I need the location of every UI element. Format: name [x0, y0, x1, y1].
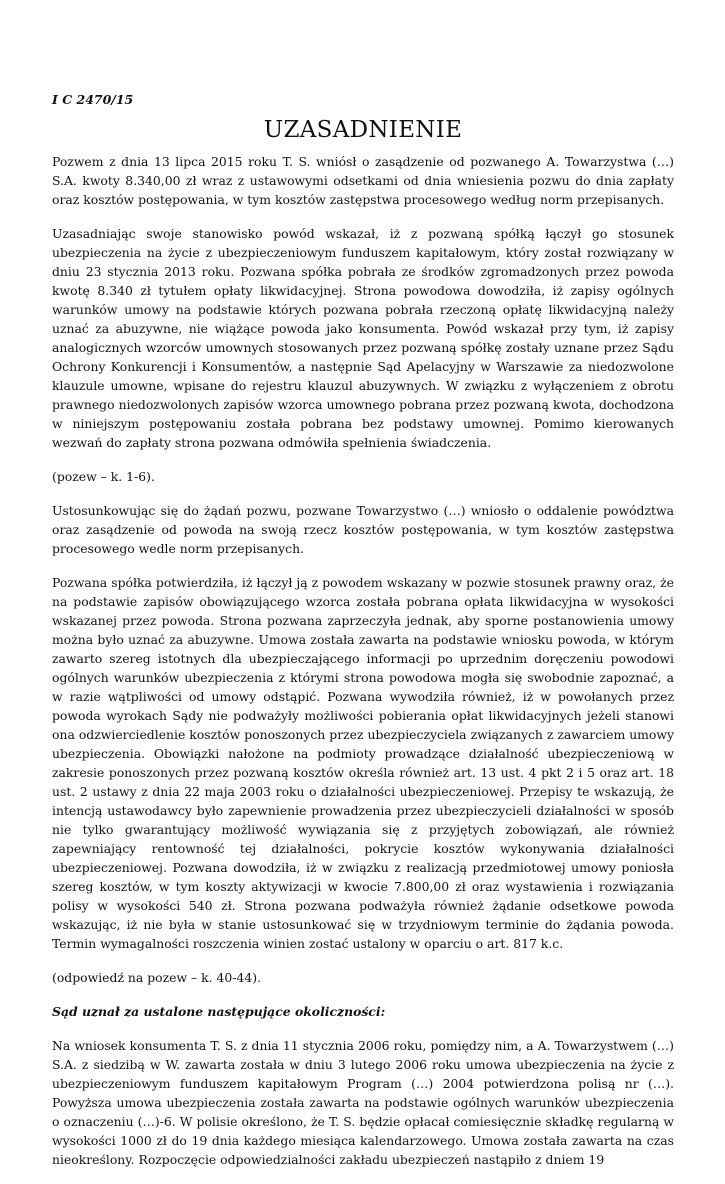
paragraph-findings: Na wniosek konsumenta T. S. z dnia 11 stycznia 2006 roku, pomiędzy nim, a A. Towarzystwem (…) S.A. z siedzibą w W. zawarta została w dniu 3 lutego 2006 roku umowa ubezpieczenia na życie z ubezpieczeniowym funduszem kapitałowym Program (…) 2004 potwierdzona polisą nr (…). Powyższa umowa ubezpieczenia została zawarta na podstawie ogólnych warunków ubezpieczenia o oznaczeniu (…)-6. W polisie określono, że T. S. będzie opłacał comiesięcznie składkę regularną w wysokości 1000 zł do 19 dnia każdego miesiąca kalendarzowego. Umowa została zawarta na czas nieokreślony. Rozpoczęcie odpowiedzialności zakładu ubezpieczeń nastąpiło z dniem 19: [52, 1038, 674, 1167]
document-page: [52, 92, 674, 1184]
document-title: UZASADNIENIE: [263, 117, 463, 143]
paragraph-response-reference: (odpowiedź na pozew – k. 40-44).: [52, 970, 262, 985]
paragraph-claim-reference: (pozew – k. 1-6).: [52, 469, 155, 484]
paragraph-plaintiff-arguments: Uzasadniając swoje stanowisko powód wskazał, iż z pozwaną spółką łączył go stosunek ubezpieczenia na życie z ubezpieczeniowym funduszem kapitałowym, który został rozwiązany w dniu 23 stycznia 2013 roku. Pozwana spółka pobrała ze środków zgromadzonych przez powoda kwotę 8.340 zł tytułem opłaty likwidacyjnej. Strona powodowa dowodziła, iż zapisy ogólnych warunków umowy na podstawie których pozwana pobrała rzeczoną opłatę likwidacyjną należy uznać za abuzywne, nie wiążące powoda jako konsumenta. Powód wskazał przy tym, iż zapisy analogicznych wzorców umownych stosowanych przez pozwaną spółkę zostały uznane przez Sądu Ochrony Konkurencji i Konsumentów, a następnie Sąd Apelacyjny w Warszawie za niedozwolone klauzule umowne, wpisane do rejestru klauzul abuzywnych. W związku z wyłączeniem z obrotu prawnego niedozwolonych zapisów wzorca umownego pobrana przez pozwaną kwota, dochodzona w niniejszym postępowaniu została pobrana bez podstawy umownej. Pomimo kierowanych wezwań do zapłaty strona pozwana odmówiła spełnienia świadczenia.: [52, 226, 674, 450]
section-heading-findings: Sąd uznał za ustalone następujące okoliczności:: [52, 1004, 386, 1019]
paragraph-claim: Pozwem z dnia 13 lipca 2015 roku T. S. wniósł o zasądzenie od pozwanego A. Towarzystwa (…) S.A. kwoty 8.340,00 zł wraz z ustawowymi odsetkami od dnia wniesienia pozwu do dnia zapłaty oraz kosztów postępowania, w tym kosztów zastępstwa procesowego według norm przepisanych.: [52, 154, 674, 207]
paragraph-defendant-arguments: Pozwana spółka potwierdziła, iż łączył ją z powodem wskazany w pozwie stosunek prawny oraz, że na podstawie zapisów obowiązującego wzorca została pobrana opłata likwidacyjna w wysokości wskazanej przez powoda. Strona pozwana zaprzeczyła jednak, aby sporne postanowienia umowy można było uznać za abuzywne. Umowa została zawarta na podstawie wniosku powoda, w którym zawarto szereg istotnych dla ubezpieczającego informacji po uprzednim doręczeniu powodowi ogólnych warunków ubezpieczenia z którymi strona powodowa mogła się swobodnie zapoznać, a w razie wątpliwości od umowy odstąpić. Pozwana wywodziła również, iż w powołanych przez powoda wyrokach Sądy nie podważyły możliwości pobierania opłat likwidacyjnych jeżeli stanowi ona odzwierciedlenie kosztów ponoszonych przez ubezpieczyciela związanych z zawarciem umowy ubezpieczenia. Obowiązki nałożone na podmioty prowadzące działalność ubezpieczeniową w zakresie ponoszonych przez pozwaną kosztów określa również art. 13 ust. 4 pkt 2 i 5 oraz art. 18 ust. 2 ustawy z dnia 22 maja 2003 roku o działalności ubezpieczeniowej. Przepisy te wskazują, że intencją ustawodawcy było zapewnienie prowadzenia przez ubezpieczycieli działalności w sposób nie tylko gwarantujący możliwość wywiązania się z przyjętych zobowiązań, ale również zapewniający rentowność tej działalności, pokrycie kosztów wykonywania działalności ubezpieczeniowej. Pozwana dowodziła, iż w związku z realizacją przedmiotowej umowy poniosła szereg kosztów, w tym koszty aktywizacji w kwocie 7.800,00 zł oraz wystawienia i rozwiązania polisy w wysokości 540 zł. Strona pozwana podważyła również żądanie odsetkowe powoda wskazując, iż nie była w stanie ustosunkować się w trzydniowym terminie do żądania powoda. Termin wymagalności roszczenia winien zostać ustalony w oparciu o art. 817 k.c.: [52, 575, 674, 951]
paragraph-defendant-response: Ustosunkowując się do żądań pozwu, pozwane Towarzystwo (…) wniosło o oddalenie powództwa oraz zasądzenie od powoda na swoją rzecz kosztów postępowania, w tym kosztów zastępstwa procesowego wedle norm przepisanych.: [52, 503, 674, 556]
case-number: I C 2470/15: [52, 92, 134, 107]
